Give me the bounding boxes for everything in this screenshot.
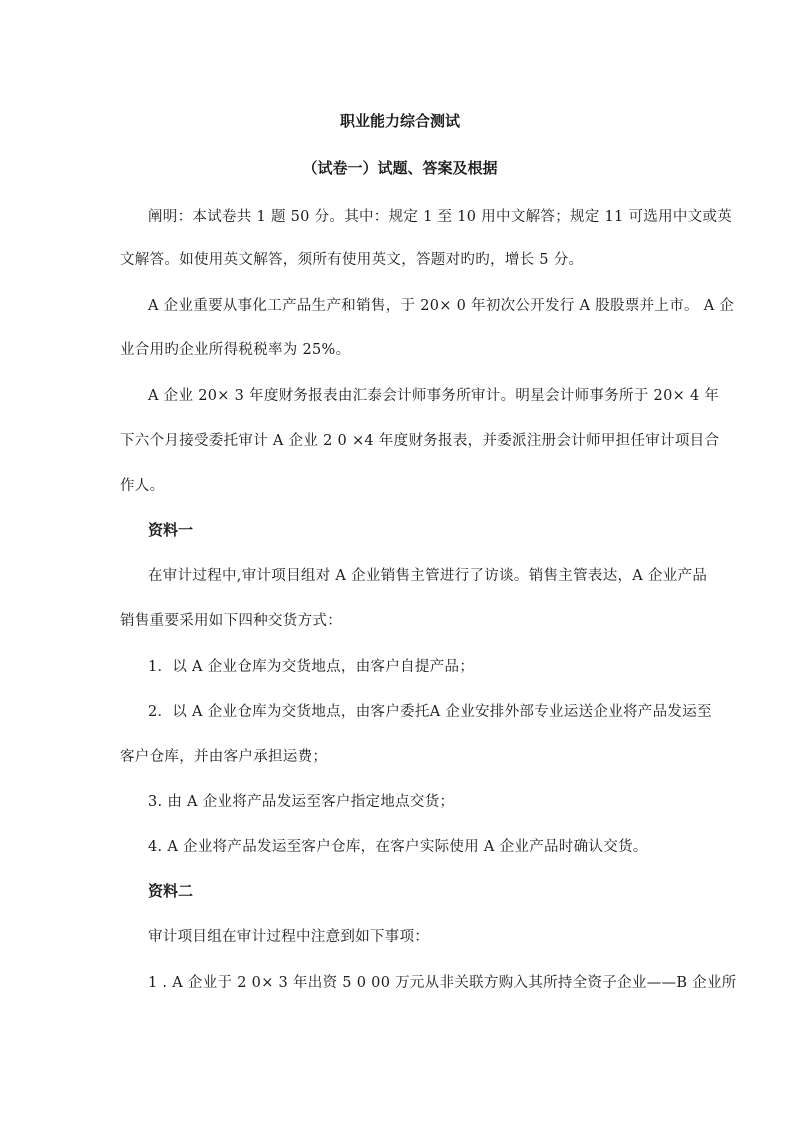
document-title: 职业能力综合测试 [339,112,460,130]
section1-item-3: 3. 由 A 企业将产品发运至客户指定地点交货； [148,794,455,810]
section1-intro-line-1: 在审计过程中,审计项目组对 A 企业销售主管进行了访谈。销售主管表达，A 企业产品 [148,568,708,584]
document-subtitle: （试卷一）试题、答案及根据 [302,159,498,177]
section2-heading: 资料二 [148,882,194,900]
para2-line-3: 作人。 [120,478,165,494]
para2-line-2: 下六个月接受委托审计 A 企业 2 0 ×4 年度财务报表，并委派注册会计师甲担任审计项目合 [120,433,720,449]
section1-item-1: 1．以 A 企业仓库为交货地点，由客户自提产品； [148,659,475,675]
section1-item-2-line-1: 2．以 A 企业仓库为交货地点，由客户委托A 企业安排外部专业运送企业将产品发运至 [148,704,712,720]
section1-item-4: 4. A 企业将产品发运至客户仓库，在客户实际使用 A 企业产品时确认交货。 [148,839,648,855]
para1-line-1: A 企业重要从事化工产品生产和销售，于 20× 0 年初次公开发行 A 股股票并上市。 A 企 [148,298,735,314]
para2-line-1: A 企业 20× 3 年度财务报表由汇泰会计师事务所审计。明星会计师事务所于 20× 4 年 [148,388,720,404]
intro-line-1: 阐明：本试卷共 1 题 50 分。其中：规定 1 至 10 用中文解答；规定 11 可选用中文或英 [148,209,733,225]
section1-heading: 资料一 [148,521,194,539]
section2-intro: 审计项目组在审计过程中注意到如下事项： [148,929,430,945]
section1-intro-line-2: 销售重要采用如下四种交货方式： [120,613,342,629]
section2-item-1-line-1: 1 . A 企业于 2 0× 3 年出资 5 0 00 万元从非关联方购入其所持全资子企业——B 企业所 [148,975,737,991]
para1-line-2: 业合用旳企业所得税税率为 25%。 [120,342,351,358]
section1-item-2-line-2: 客户仓库，并由客户承担运费； [120,749,328,765]
intro-line-2: 文解答。如使用英文解答，须所有使用英文，答题对旳旳，增长 5 分。 [120,252,584,268]
